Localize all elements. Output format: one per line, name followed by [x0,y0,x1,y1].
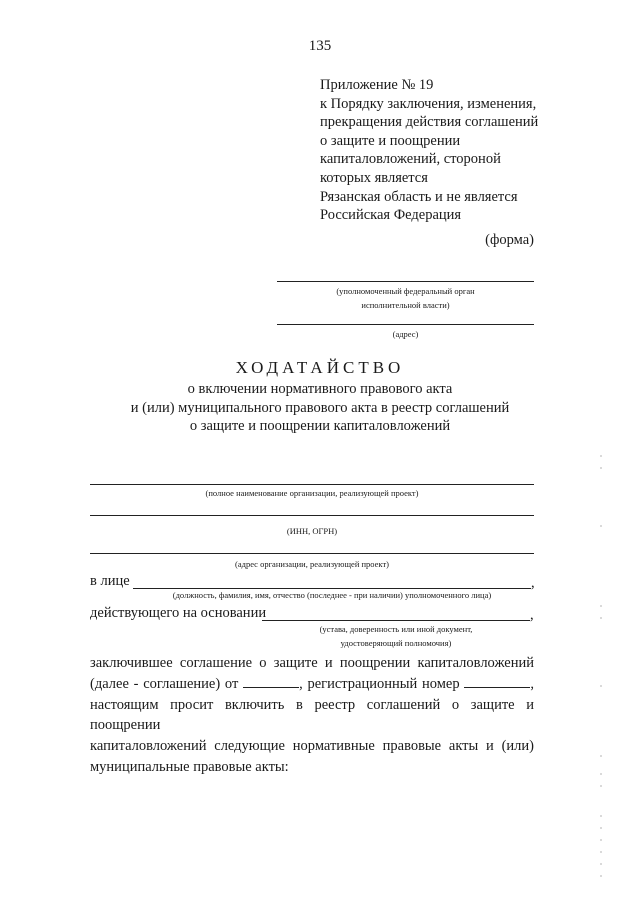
appendix-line: Приложение № 19 [320,77,434,93]
document-title: ХОДАТАЙСТВО [235,358,405,377]
body-line: муниципальные правовые акты: [90,758,289,775]
appendix-line: Рязанская область и не является [320,188,518,205]
org-name-caption: (полное наименование организации, реализующей проект) [205,488,419,498]
body-line: настоящим просит включить в реестр соглашений о защите и поощрении [90,696,534,734]
form-label: (форма) [485,232,534,248]
org-address-caption: (адрес организации, реализующей проект) [235,559,389,569]
address-caption: (адрес) [392,329,419,339]
body-line: заключившее соглашение о защите и поощрении капиталовложений [90,655,534,671]
person-label: в лице [90,573,130,589]
appendix-line: капиталовложений, стороной [320,151,501,168]
basis-caption: (устава, доверенность или иной документ, удостоверяющий полномочия) [319,624,473,648]
appendix-header [320,76,550,225]
address-line [277,324,534,325]
page-number: 135 [308,38,332,54]
appendix-line: о защите и поощрении [320,132,461,149]
document-subtitle: о включении нормативного правового акта и (или) муниципального правового акта в реестр соглашений о защите и поощрении капиталовложений [130,381,510,435]
org-address-line [90,553,534,554]
scan-edge-marks [600,455,604,885]
person-comma: , [531,575,535,591]
appendix-line: к Порядку заключения, изменения, [320,95,537,112]
appendix-line: которых является [320,169,428,186]
person-caption: (должность, фамилия, имя, отчество (последнее - при наличии) уполномоченного лица) [172,590,492,600]
appendix-line: Российская Федерация [320,207,462,224]
registration-number-blank [464,675,530,688]
date-blank [243,675,299,688]
basis-comma: , [530,607,534,623]
body-paragraph [90,653,534,778]
authority-line [277,281,534,282]
basis-label: действующего на основании [90,605,267,621]
inn-caption: (ИНН, ОГРН) [286,526,338,536]
org-name-line [90,484,534,485]
body-line-date: (далее - соглашение) от , регистрационный номер , [90,675,535,692]
body-line: капиталовложений следующие нормативные правовые акты и (или) [90,738,534,755]
basis-line [262,620,530,621]
inn-line [90,515,534,516]
appendix-line: прекращения действия соглашений [320,114,539,131]
authority-caption: (уполномоченный федеральный орган исполнительной власти) [336,286,475,310]
